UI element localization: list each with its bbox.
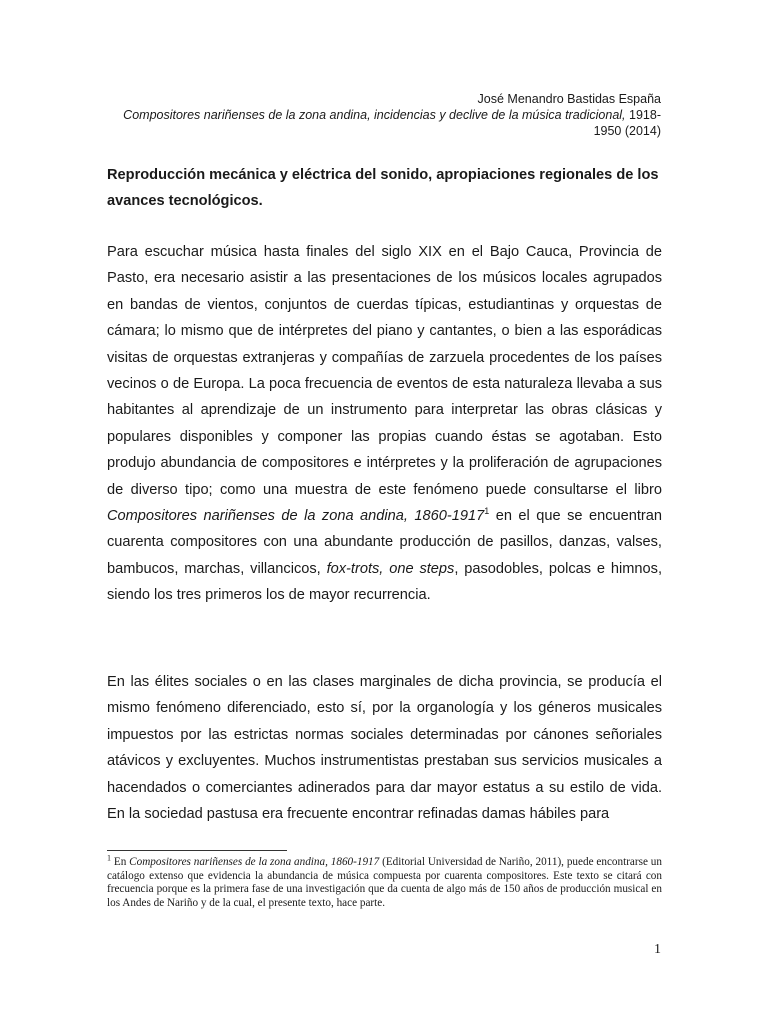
footnote-divider [107,850,287,851]
page-number: 1 [654,942,661,957]
header-citation [101,107,661,139]
footnote [107,853,662,910]
genres-italic: fox-trots, one steps [326,560,455,577]
footnote-book-title: Compositores nariñenses de la zona andina, 1860-1917 [129,856,380,868]
header-author: José Menandro Bastidas España [477,92,661,106]
paragraph-1-text-b: en el que se encuentran cuarenta compositores con una abundante producción de pasillos, danzas, valses, bambucos, marchas, villancicos, [107,508,663,577]
paragraph-1-text-a: Para escuchar música hasta finales del siglo XIX en el Bajo Cauca, Provincia de Pasto, era necesario asistir a las presentaciones de los músicos locales agrupados en bandas de vientos, conjuntos de cuerdas típicas, estudiantinas y orquestas de cámara; lo mismo que de intérpretes del piano y cantantes, o bien a las esporádicas visitas de orquestas extranjeras y compañías de zarzuela procedentes de los países vecinos o de Europa. La poca frecuencia de eventos de esta naturaleza llevaba a sus habitantes al aprendizaje de un instrumento para interpretar las obras clásicas y populares disponibles y componer las propias cuando éstas se agotaban. Esto produjo abundancia de compositores e intérpretes y la proliferación de agrupaciones de diverso tipo; como una muestra de este fenómeno puede consultarse el libro [107,244,662,498]
book-title: Compositores nariñenses de la zona andina, 1860-1917 [107,508,485,525]
footnote-lead: En [111,856,130,868]
footnote-text: (Editorial Universidad de Nariño, 2011), puede encontrarse un catálogo extenso que evidencia la abundancia de música compuesta por cuarenta compositores. Este texto se citará con frecuencia porque es la primera fase de una investigación que da cuenta de algo más de 150 años de producción musical en los Andes de Nariño y de la cual, el presente texto, hace parte. [107,856,662,909]
running-header [101,91,661,139]
header-citation-title: Compositores nariñenses de la zona andina, incidencias y declive de la música tradicional, [123,108,626,122]
footnote-marker: 1 [107,853,111,863]
paragraph-1-text-c: , pasodobles, polcas e himnos, siendo los tres primeros los de mayor recurrencia. [107,560,663,604]
header-citation-years: 1918-1950 (2014) [593,108,661,138]
paragraph-2: En las élites sociales o en las clases marginales de dicha provincia, se producía el mismo fenómeno diferenciado, esto sí, por la organología y los géneros musicales impuestos por las estrictas normas sociales determinadas por cánones señoriales atávicos y excluyentes. Muchos instrumentistas prestaban sus servicios musicales a hacendados o comerciantes adinerados para dar mayor estatus a su estilo de vida. En la sociedad pastusa era frecuente encontrar refinadas damas hábiles para [107,674,662,823]
paragraph-1 [107,239,662,609]
footnote-reference[interactable]: 1 [484,506,490,517]
section-title: Reproducción mecánica y eléctrica del sonido, apropiaciones regionales de los avances tecnológicos. [107,167,659,209]
